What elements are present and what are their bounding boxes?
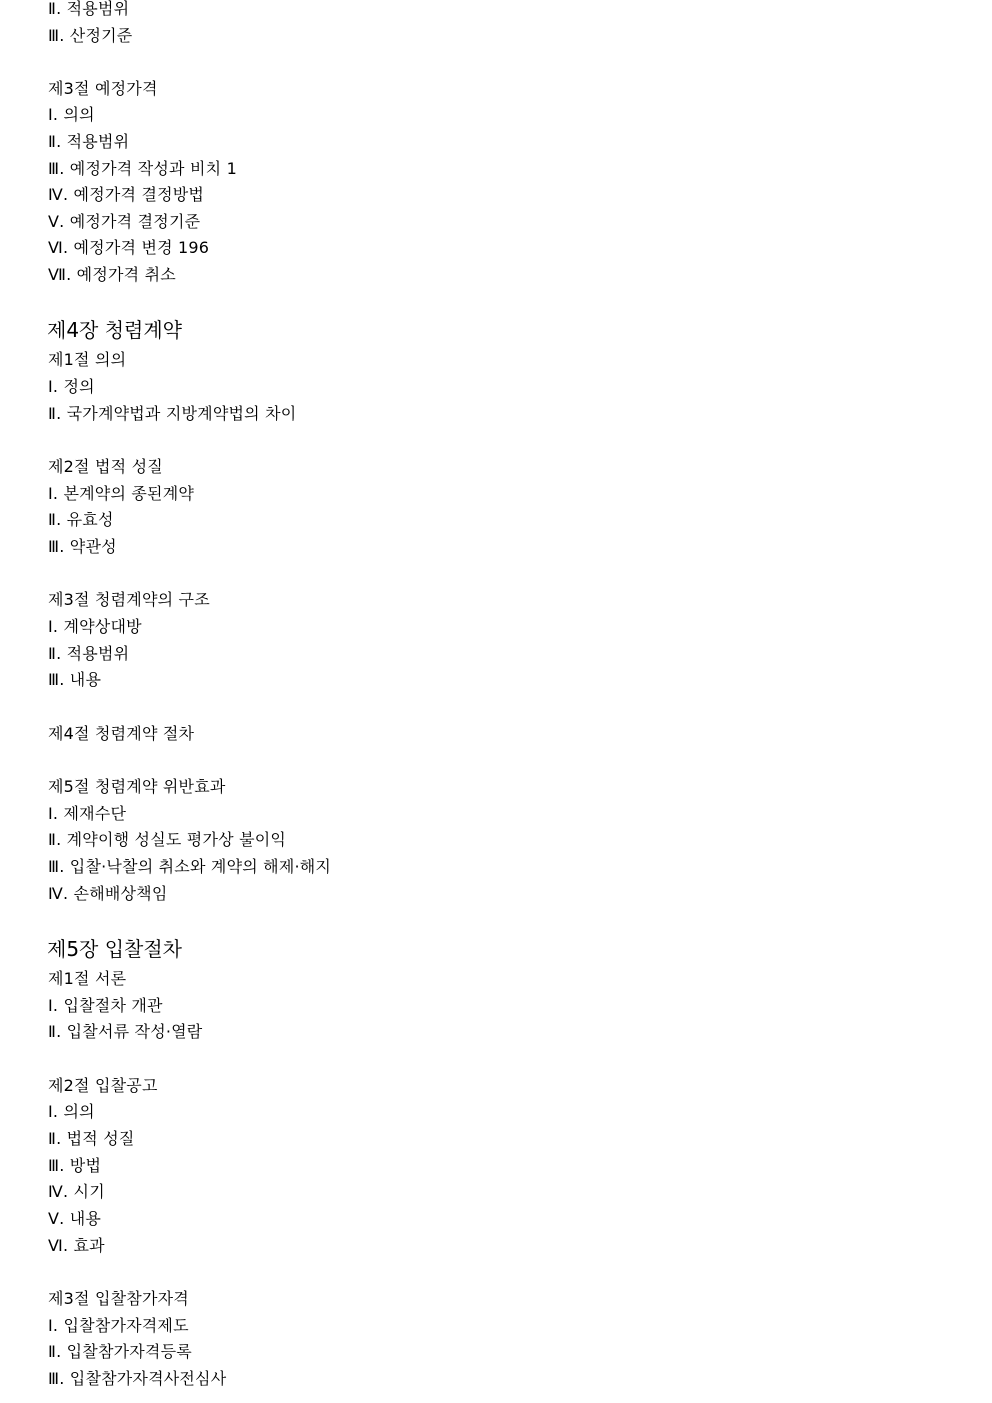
toc-item: Ⅱ. 적용범위: [48, 644, 130, 663]
toc-item: Ⅴ. 내용: [48, 1209, 102, 1228]
toc-section: 제3절 청렴계약의 구조: [48, 590, 210, 609]
toc-item: Ⅵ. 예정가격 변경 196: [48, 238, 210, 257]
toc-item: Ⅲ. 입찰참가자격사전심사: [48, 1369, 227, 1388]
toc-item: Ⅱ. 국가계약법과 지방계약법의 차이: [48, 404, 297, 423]
toc-item: Ⅳ. 손해배상책임: [48, 884, 168, 903]
toc-item: Ⅰ. 본계약의 종된계약: [48, 484, 195, 503]
toc-item: Ⅶ. 예정가격 취소: [48, 265, 176, 284]
toc-item: Ⅲ. 약관성: [48, 537, 117, 556]
toc-item: Ⅱ. 유효성: [48, 510, 114, 529]
toc-section: 제2절 법적 성질: [48, 457, 163, 476]
toc-chapter: 제5장 입찰절차: [47, 937, 183, 961]
toc-item: Ⅰ. 계약상대방: [48, 617, 142, 636]
toc-section: 제2절 입찰공고: [48, 1076, 158, 1095]
toc-item: Ⅱ. 적용범위: [48, 132, 130, 151]
toc-section: 제3절 입찰참가자격: [48, 1289, 189, 1308]
toc-chapter: 제4장 청렴계약: [47, 318, 183, 342]
toc-section: 제1절 의의: [48, 350, 127, 369]
toc-item: Ⅲ. 내용: [48, 670, 102, 689]
toc-item: Ⅰ. 의의: [48, 105, 95, 124]
toc-item: Ⅱ. 법적 성질: [48, 1129, 135, 1148]
toc-section: 제5절 청렴계약 위반효과: [48, 777, 226, 796]
toc-item: Ⅳ. 시기: [48, 1182, 105, 1201]
toc-item: Ⅳ. 예정가격 결정방법: [48, 185, 205, 204]
toc-item: Ⅱ. 입찰참가자격등록: [48, 1342, 192, 1361]
toc-item: Ⅲ. 예정가격 작성과 비치 1: [48, 159, 237, 178]
toc-item: Ⅲ. 입찰·낙찰의 취소와 계약의 해제·해지: [48, 857, 332, 876]
toc-item: Ⅰ. 정의: [48, 377, 95, 396]
toc-item: Ⅰ. 입찰참가자격제도: [48, 1316, 189, 1335]
toc-item: Ⅵ. 효과: [48, 1236, 105, 1255]
toc-item: Ⅲ. 방법: [48, 1156, 102, 1175]
toc-section: 제1절 서론: [48, 969, 127, 988]
toc-section: 제3절 예정가격: [48, 79, 158, 98]
toc-item: Ⅰ. 제재수단: [48, 804, 127, 823]
toc-item: Ⅰ. 의의: [48, 1102, 95, 1121]
toc-item: Ⅱ. 입찰서류 작성·열람: [48, 1022, 203, 1041]
toc-item: Ⅰ. 입찰절차 개관: [48, 996, 163, 1015]
toc-item: Ⅱ. 계약이행 성실도 평가상 불이익: [48, 830, 287, 849]
toc-item: Ⅲ. 산정기준: [48, 26, 133, 45]
toc-section: 제4절 청렴계약 절차: [48, 724, 195, 743]
toc-item: Ⅱ. 적용범위: [48, 0, 130, 18]
toc-item: Ⅴ. 예정가격 결정기준: [48, 212, 201, 231]
